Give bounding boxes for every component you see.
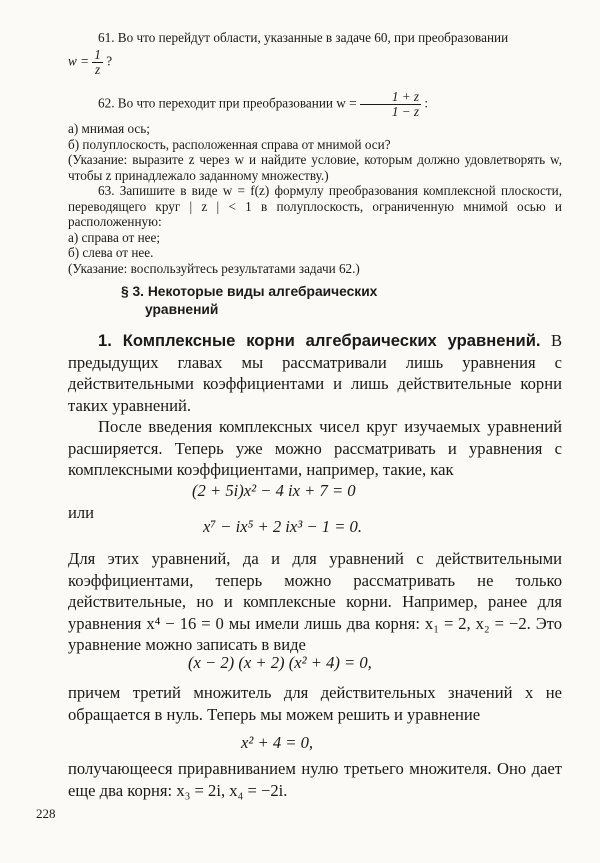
problem-62-item-a: а) мнимая ось; (68, 121, 150, 136)
problem-63-item-b: б) слева от нее. (68, 245, 154, 260)
paragraph-5-text: получающееся приравниванием нулю третьего множителя. Оно дает еще два корня: x₃ = 2i, x₄ = −2i. (68, 759, 562, 800)
problem-61-fraction (92, 48, 103, 77)
problem-63-hint: (Указание: воспользуйтесь результатами задачи 62.) (68, 260, 360, 276)
problem-61-formula-lhs: w = (68, 53, 89, 69)
equation-3: (x − 2) (x + 2) (x² + 4) = 0, (188, 653, 372, 672)
section-heading (121, 283, 377, 319)
fraction-denominator: z (95, 61, 101, 77)
section-heading-line2: уравнений (145, 302, 219, 317)
fraction-numerator: 1 + z (360, 90, 421, 105)
paragraph-5 (68, 758, 562, 801)
paragraph-3-text: Для этих уравнений, да и для уравнений с действительными коэффициентами, теперь можно рассматривать не только действительные, но и комплексные корни. Например, ранее для уравнения x⁴ − 16 = 0 мы имели лишь два корня: x₁ = 2, x₂ = −2. Это уравнение можно записать в виде (68, 549, 562, 654)
section-heading-line1: § 3. Некоторые виды алгебраических (121, 284, 378, 299)
problem-61-text: 61. Во что перейдут области, указанные в задаче 60, при преобразовании (98, 30, 509, 45)
subsection-heading: 1. Комплексные корни алгебраических уравнений. (98, 331, 541, 350)
equation-1: (2 + 5i)x² − 4 ix + 7 = 0 (192, 481, 356, 500)
problem-63-text: 63. Запишите в виде w = f(z) формулу преобразования комплексной плоскости, переводящего круг | z | < 1 в полуплоскость, ограниченную мнимой осью и расположенную: (68, 183, 562, 229)
problem-62-text: 62. Во что переходит при преобразовании w = (98, 95, 357, 111)
conjunction-or: или (68, 503, 95, 522)
problem-63-item-a: а) справа от нее; (68, 229, 161, 245)
paragraph-4-text: причем третий множитель для действительных значений x не обращается в нуль. Теперь мы можем решить и уравнение (68, 683, 562, 724)
paragraph-2-text: После введения комплексных чисел круг изучаемых уравнений расширяется. Теперь уже можно рассматривать и уравнения с комплексными коэффициентами, например, такие, как (68, 417, 562, 479)
subsection-1 (68, 330, 562, 416)
problem-63 (68, 183, 562, 276)
problem-62 (68, 90, 562, 183)
equation-4: x² + 4 = 0, (241, 733, 314, 752)
problem-61 (68, 30, 562, 77)
paragraph-3 (68, 548, 562, 656)
fraction-denominator: 1 − z (391, 104, 420, 119)
problem-62-tail: : (424, 95, 428, 111)
problem-62-hint: (Указание: выразите z через w и найдите условие, которым должно удовлетворять w, чтобы z принадлежало заданному множеству.) (68, 152, 562, 183)
equation-2: x⁷ − ix⁵ + 2 ix³ − 1 = 0. (203, 517, 362, 536)
fraction-numerator: 1 (94, 46, 101, 62)
page-number: 228 (36, 806, 56, 821)
problem-62-item-b: б) полуплоскость, расположенная справа от мнимой оси? (68, 136, 391, 152)
paragraph-2 (68, 416, 562, 481)
subsection-text: В предыдущих главах мы рассматривали лишь уравнения с действительными коэффициентами и лишь действительные корни таких уравнений. (68, 331, 563, 415)
problem-62-fraction (360, 90, 421, 119)
problem-61-tail: ? (106, 53, 113, 69)
paragraph-4 (68, 682, 562, 725)
